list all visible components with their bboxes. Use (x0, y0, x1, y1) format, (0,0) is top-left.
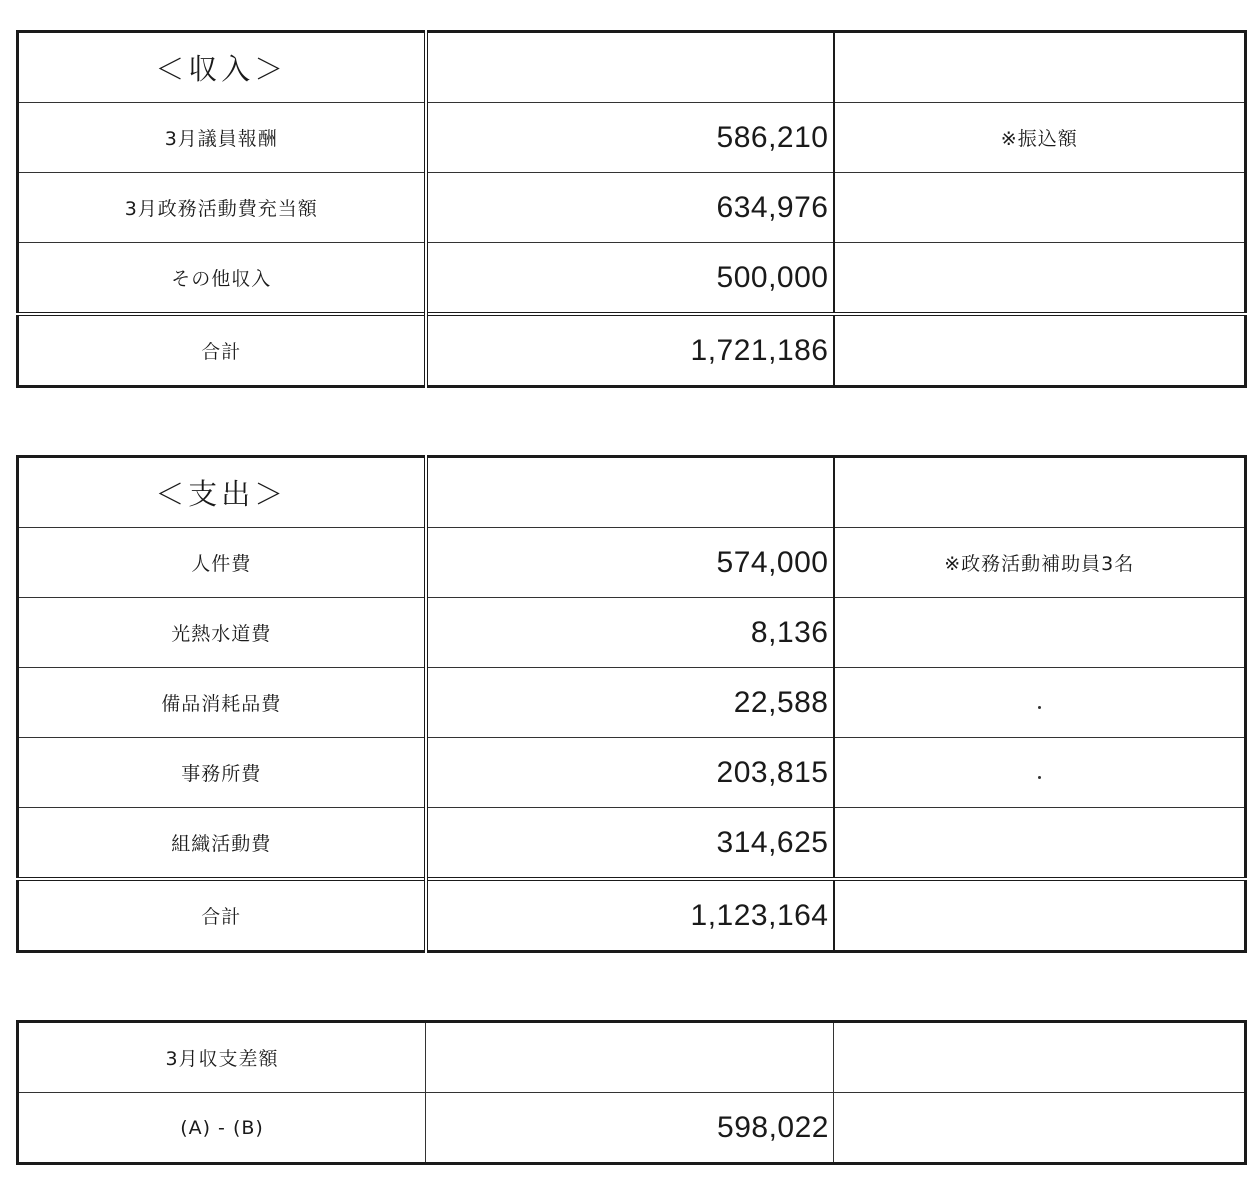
balance-amount: 598,022 (426, 1093, 834, 1164)
expense-total-amount: 1,123,164 (426, 879, 834, 952)
income-row (18, 243, 1246, 315)
income-total-label: 合計 (18, 314, 426, 387)
income-row-label: 3月議員報酬 (18, 103, 426, 173)
income-row (18, 173, 1246, 243)
expense-header-amount-cell (426, 457, 834, 528)
expense-row-note-cell (834, 738, 1246, 808)
expense-header-note-cell (834, 457, 1246, 528)
expense-row-amount: 574,000 (426, 528, 834, 598)
income-total-note-cell (834, 314, 1246, 387)
income-row-amount: 586,210 (426, 103, 834, 173)
expense-row-label: 組織活動費 (18, 808, 426, 880)
balance-label: 3月収支差額 (18, 1022, 426, 1093)
balance-header-row (18, 1022, 1246, 1093)
expense-row (18, 528, 1246, 598)
balance-header-note-cell (834, 1022, 1246, 1093)
income-heading: ＜収入＞ (18, 32, 426, 103)
income-row (18, 103, 1246, 173)
expense-row (18, 668, 1246, 738)
income-header-amount-cell (426, 32, 834, 103)
expense-row-note (834, 808, 1246, 880)
expense-row-amount: 22,588 (426, 668, 834, 738)
expense-row-label: 備品消耗品費 (18, 668, 426, 738)
income-total-row (18, 314, 1246, 387)
expense-row (18, 808, 1246, 880)
income-row-label: 3月政務活動費充当額 (18, 173, 426, 243)
income-total-amount: 1,721,186 (426, 314, 834, 387)
balance-header-amount-cell (426, 1022, 834, 1093)
income-table (16, 30, 1247, 388)
expense-row-note (834, 598, 1246, 668)
expense-heading: ＜支出＞ (18, 457, 426, 528)
scan-dot (1038, 706, 1041, 709)
balance-row (18, 1093, 1246, 1164)
expense-table (16, 455, 1247, 953)
expense-row-label: 光熱水道費 (18, 598, 426, 668)
expense-row-amount: 8,136 (426, 598, 834, 668)
expense-row-note: ※政務活動補助員3名 (834, 528, 1246, 598)
income-row-amount: 500,000 (426, 243, 834, 315)
expense-total-row (18, 879, 1246, 952)
income-row-note (834, 243, 1246, 315)
income-row-note (834, 173, 1246, 243)
balance-table (16, 1020, 1247, 1165)
expense-row-amount: 314,625 (426, 808, 834, 880)
expense-total-note-cell (834, 879, 1246, 952)
expense-row (18, 738, 1246, 808)
expense-row-label: 事務所費 (18, 738, 426, 808)
income-header-row (18, 32, 1246, 103)
scan-dot (1038, 776, 1041, 779)
expense-row-note-cell (834, 668, 1246, 738)
expense-total-label: 合計 (18, 879, 426, 952)
expense-header-row (18, 457, 1246, 528)
balance-note-cell (834, 1093, 1246, 1164)
expense-row-label: 人件費 (18, 528, 426, 598)
income-row-label: その他収入 (18, 243, 426, 315)
balance-formula: (A) - (B) (18, 1093, 426, 1164)
income-row-note: ※振込額 (834, 103, 1246, 173)
expense-row (18, 598, 1246, 668)
income-row-amount: 634,976 (426, 173, 834, 243)
income-header-note-cell (834, 32, 1246, 103)
expense-row-amount: 203,815 (426, 738, 834, 808)
